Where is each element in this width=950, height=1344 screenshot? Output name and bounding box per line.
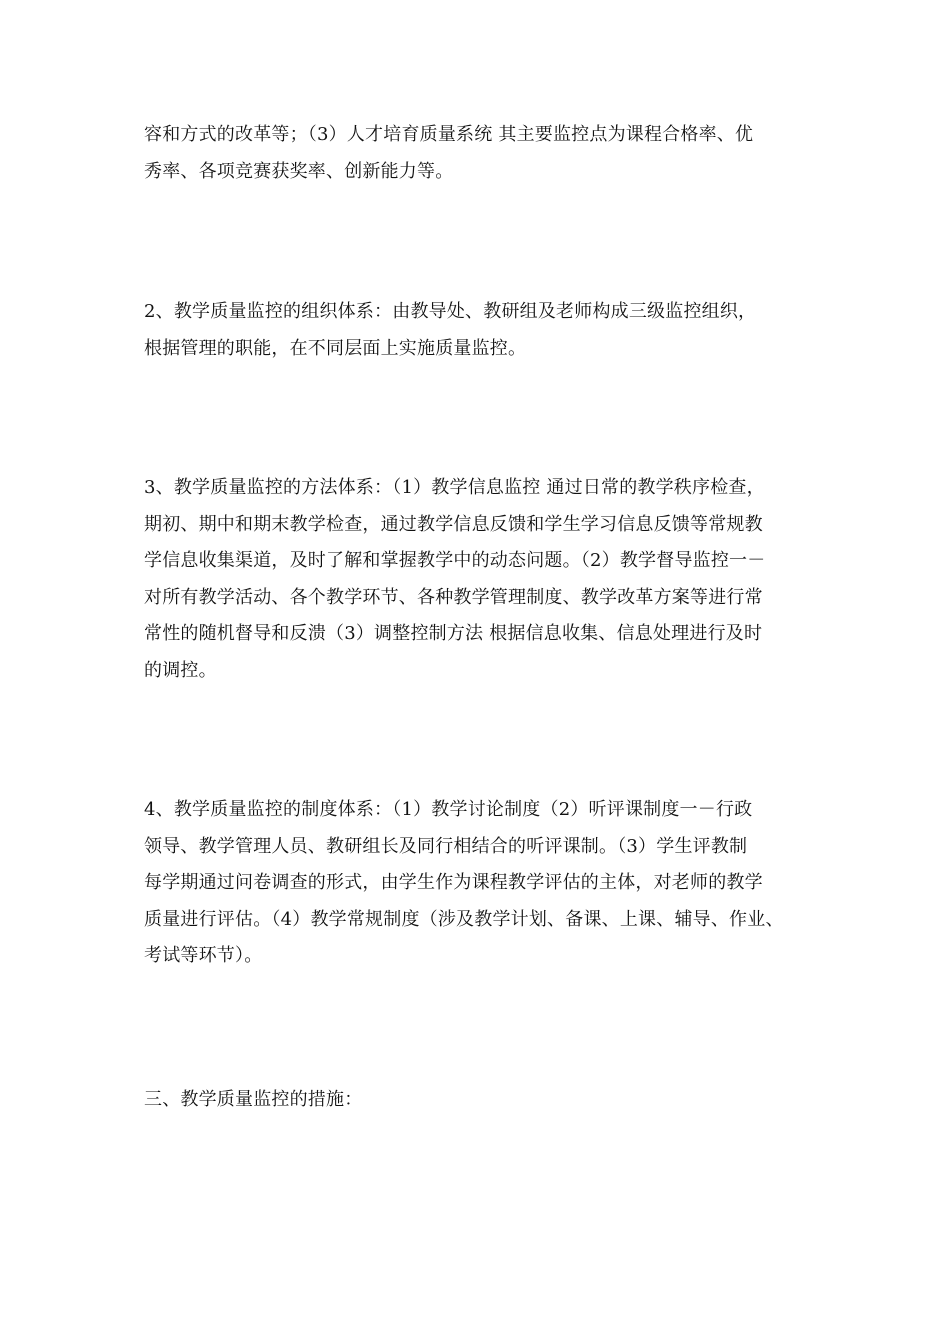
text-line: 领导、教学管理人员、教研组长及同行相结合的听评课制。（3）学生评教制	[144, 835, 748, 857]
text-line: 秀率、各项竞赛获奖率、创新能力等。	[144, 160, 454, 182]
text-line: 对所有教学活动、各个教学环节、各种教学管理制度、教学改革方案等进行常	[144, 586, 763, 608]
paragraph-method-system	[144, 470, 824, 689]
text-line: 质量进行评估。（4）教学常规制度（涉及教学计划、备课、上课、辅导、作业、	[144, 908, 784, 930]
text-line: 3、教学质量监控的方法体系：（1）教学信息监控 通过日常的教学秩序检查，	[144, 477, 765, 498]
paragraph-talent-quality-system	[144, 117, 824, 190]
text-line: 根据管理的职能，在不同层面上实施质量监控。	[144, 337, 527, 359]
text-line: 学信息收集渠道，及时了解和掌握教学中的动态问题。（2）教学督导监控一－	[144, 550, 766, 571]
text-line: 的调控。	[144, 659, 217, 681]
text-line: 三、教学质量监控的措施：	[144, 1089, 363, 1110]
text-line: 4、教学质量监控的制度体系：（1）教学讨论制度（2）听评课制度一－行政	[144, 799, 753, 820]
text-line: 常性的随机督导和反溃（3）调整控制方法 根据信息收集、信息处理进行及时	[144, 623, 763, 644]
text-line: 每学期通过问卷调查的形式，由学生作为课程教学评估的主体，对老师的教学	[144, 872, 763, 893]
text-line: 2、教学质量监控的组织体系：由教导处、教研组及老师构成三级监控组织，	[144, 301, 757, 322]
text-line: 容和方式的改革等；（3）人才培育质量系统 其主要监控点为课程合格率、优	[144, 124, 754, 145]
text-line: 期初、期中和期末教学检查，通过教学信息反馈和学生学习信息反馈等常规教	[144, 513, 763, 535]
text-line: 考试等环节）。	[144, 945, 263, 966]
paragraph-organization-system	[144, 294, 824, 367]
section-heading-measures	[144, 1082, 824, 1119]
paragraph-regulation-system	[144, 792, 824, 975]
